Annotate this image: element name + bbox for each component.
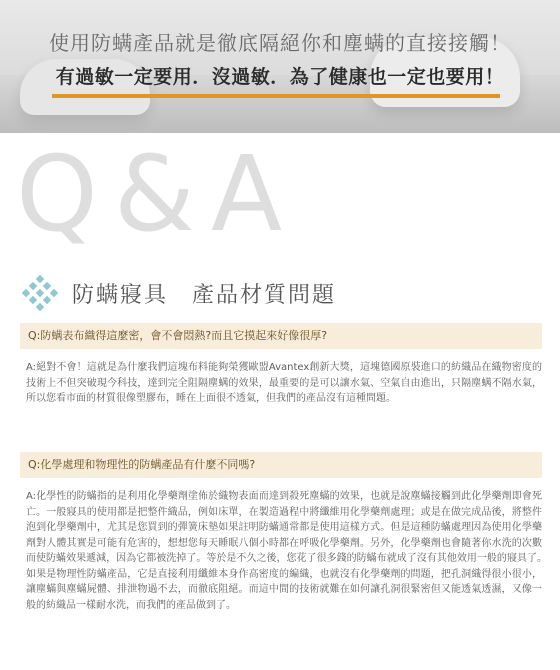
section-header [22,275,336,311]
faq-answer-1: A:絕對不會！這就是為什麼我們這塊布料能夠榮獲歐盟Avantex創新大獎，這塊德國原裝進口的紡織品在織物密度的技術上不但突破現今科技，達到完全阻隔塵螨的效果，最重要的是可以讓水氣、空氣自由進出，只隔塵螨不隔水氣，所以您看市面的材質很像塑膠布，睡在上面很不透氣，但我們的產品沒有這種問題。 [26,362,542,404]
diamond-dots-icon [22,275,58,311]
hero-title: 使用防螨產品就是徹底隔絕你和塵螨的直接接觸！ [49,31,511,55]
section-title: 防螨寢具 產品材質問題 [72,282,337,308]
hero-underline [52,94,500,98]
faq-answer-2: A:化學性的防蟎指的是利用化學藥劑塗佈於織物表面而達到殺死塵蟎的效果，也就是說塵蟎接觸到此化學藥劑即會死亡。一般寢具的使用都是把整件織品，例如床單，在製造過程中將纖維用化學藥劑處理；或是在做完成品後，將整件泡到化學藥劑中，尤其是您買到的彈簧床墊如果註明防蟎通常都是使用這樣方式。但是這種防蟎處理因為使用化學藥劑對人體其實是可能有危害的，想想您每天睡眠八個小時都在呼吸化學藥劑。另外，化學藥劑也會隨著你水洗的次數而使防蟎效果遞減，因為它都被洗掉了。等於是不久之後，您花了很多錢的防蟎布就成了沒有其他效用一般的寢具了。 如果是物理性防蟎產品，它是直接利用纖維本身作高密度的編織，也就沒有化學藥劑的問題，把孔洞織得很小很小，讓塵蟎與塵蟎屍體、排泄物過不去，而徹底阻絕。而這中間的技術就難在如何讓孔洞很緊密但又能透氣透濕，又像一般的紡織品一樣耐水洗，而我們的產品做到了。 [26,491,552,611]
faq-question-1: Q:防螨表布織得這麼密，會不會悶熱?而且它摸起來好像很厚? [20,323,542,349]
hero-subtitle: 有過敏一定要用．沒過敏．為了健康也一定也要用！ [55,66,505,88]
qa-heading: Q&A [16,133,299,255]
faq-question-2: Q:化學處理和物理性的防螨產品有什麼不同嗎? [20,452,542,478]
hero-banner [0,0,560,133]
